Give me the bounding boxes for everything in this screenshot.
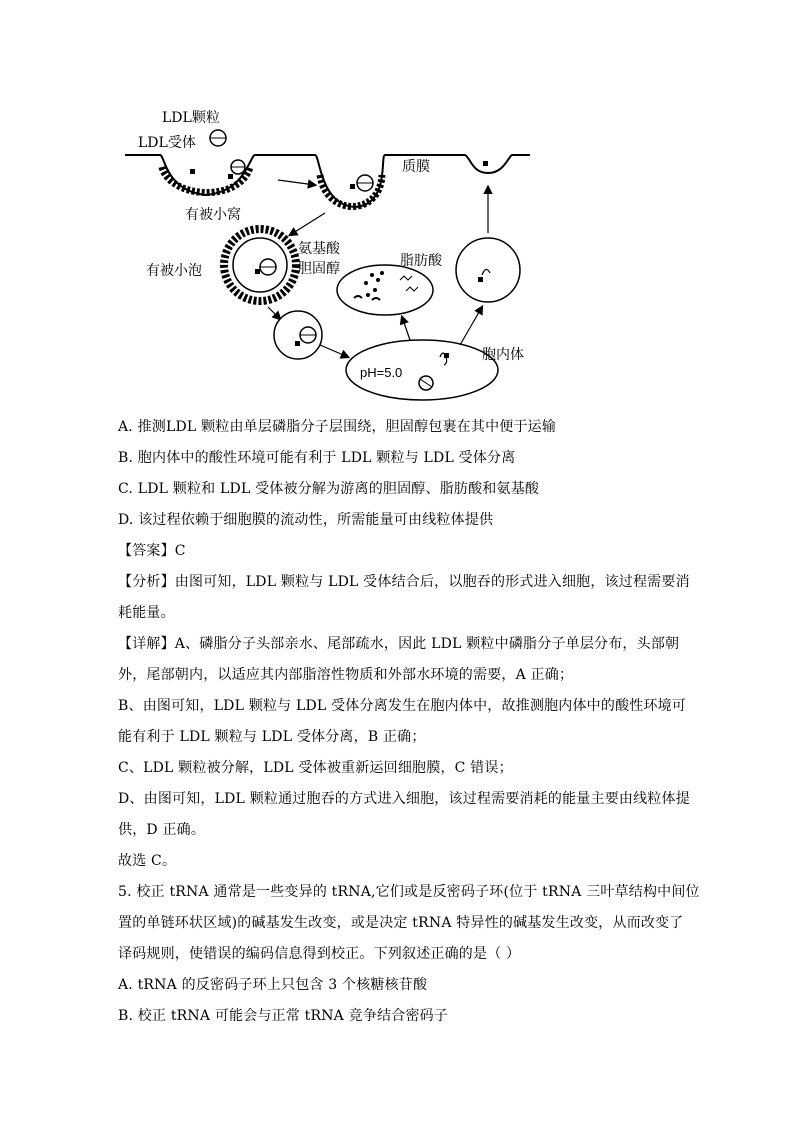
label-ldl-particle: LDL颗粒 bbox=[162, 110, 220, 126]
question-text bbox=[118, 412, 700, 1032]
label-coated-vesicle: 有被小泡 bbox=[146, 263, 202, 279]
lysosome bbox=[337, 265, 433, 315]
ldl-receptor bbox=[228, 174, 233, 179]
plasma-membrane bbox=[125, 155, 530, 207]
detail-line-7: 供，D 正确。 bbox=[118, 822, 206, 838]
detail-line-6: D、由图可知，LDL 颗粒通过胞吞的方式进入细胞，该过程需要消耗的能量主要由线粒体提 bbox=[118, 791, 690, 807]
label-fatty-acid: 脂肪酸 bbox=[400, 253, 442, 269]
detail-line-2: 外，尾部朝内，以适应其内部脂溶性物质和外部水环境的需要，A 正确； bbox=[118, 667, 574, 683]
ldl-receptor bbox=[190, 169, 195, 174]
label-amino-acid: 氨基酸 bbox=[298, 241, 340, 257]
detail-line-1: 【详解】A、磷脂分子头部亲水、尾部疏水，因此 LDL 颗粒中磷脂分子单层分布，头部朝 bbox=[118, 636, 680, 652]
detail-line-5: C、LDL 颗粒被分解，LDL 受体被重新运回细胞膜，C 错误； bbox=[118, 760, 513, 776]
option-a: A. 推测LDL 颗粒由单层磷脂分子层围绕，胆固醇包裹在其中便于运输 bbox=[118, 419, 557, 435]
label-plasma-membrane: 质膜 bbox=[402, 159, 430, 175]
label-ldl-receptor: LDL受体 bbox=[138, 135, 196, 151]
ldl-endocytosis-diagram bbox=[110, 95, 550, 405]
label-coated-pit: 有被小窝 bbox=[185, 207, 241, 223]
label-endosome: 胞内体 bbox=[482, 347, 524, 363]
question-5-line-3: 译码规则，使错误的编码信息得到校正。下列叙述正确的是（ ） bbox=[118, 946, 521, 962]
question-5-option-b: B. 校正 tRNA 可能会与正常 tRNA 竞争结合密码子 bbox=[118, 1008, 449, 1024]
question-5-line-1: 5. 校正 tRNA 通常是一些变异的 tRNA,它们或是反密码子环(位于 tRNA 三叶草结构中间位 bbox=[118, 884, 700, 900]
analysis-line-2: 耗能量。 bbox=[118, 605, 175, 621]
option-c: C. LDL 颗粒和 LDL 受体被分解为游离的胆固醇、脂肪酸和氨基酸 bbox=[118, 481, 540, 497]
question-5-option-a: A. tRNA 的反密码子环上只包含 3 个核糖核苷酸 bbox=[118, 977, 428, 993]
answer: 【答案】C bbox=[118, 543, 186, 559]
label-ph: pH=5.0 bbox=[360, 365, 403, 380]
option-b: B. 胞内体中的酸性环境可能有利于 LDL 颗粒与 LDL 受体分离 bbox=[118, 450, 516, 466]
detail-line-3: B、由图可知，LDL 颗粒与 LDL 受体分离发生在胞内体中，故推测胞内体中的酸性环境可 bbox=[118, 698, 687, 714]
label-cholesterol: 胆固醇 bbox=[298, 261, 340, 277]
question-5-line-2: 置的单链环状区域)的碱基发生改变，或是决定 tRNA 特异性的碱基发生改变，从而改变了 bbox=[118, 915, 684, 931]
option-d: D. 该过程依赖于细胞膜的流动性，所需能量可由线粒体提供 bbox=[118, 512, 494, 528]
detail-line-4: 能有利于 LDL 颗粒与 LDL 受体分离，B 正确； bbox=[118, 729, 426, 745]
analysis-line-1: 【分析】由图可知，LDL 颗粒与 LDL 受体结合后，以胞吞的形式进入细胞，该过程需要消 bbox=[118, 574, 690, 590]
conclusion: 故选 C。 bbox=[118, 853, 177, 869]
ldl-receptor bbox=[483, 161, 488, 166]
ldl-receptor bbox=[350, 184, 355, 189]
